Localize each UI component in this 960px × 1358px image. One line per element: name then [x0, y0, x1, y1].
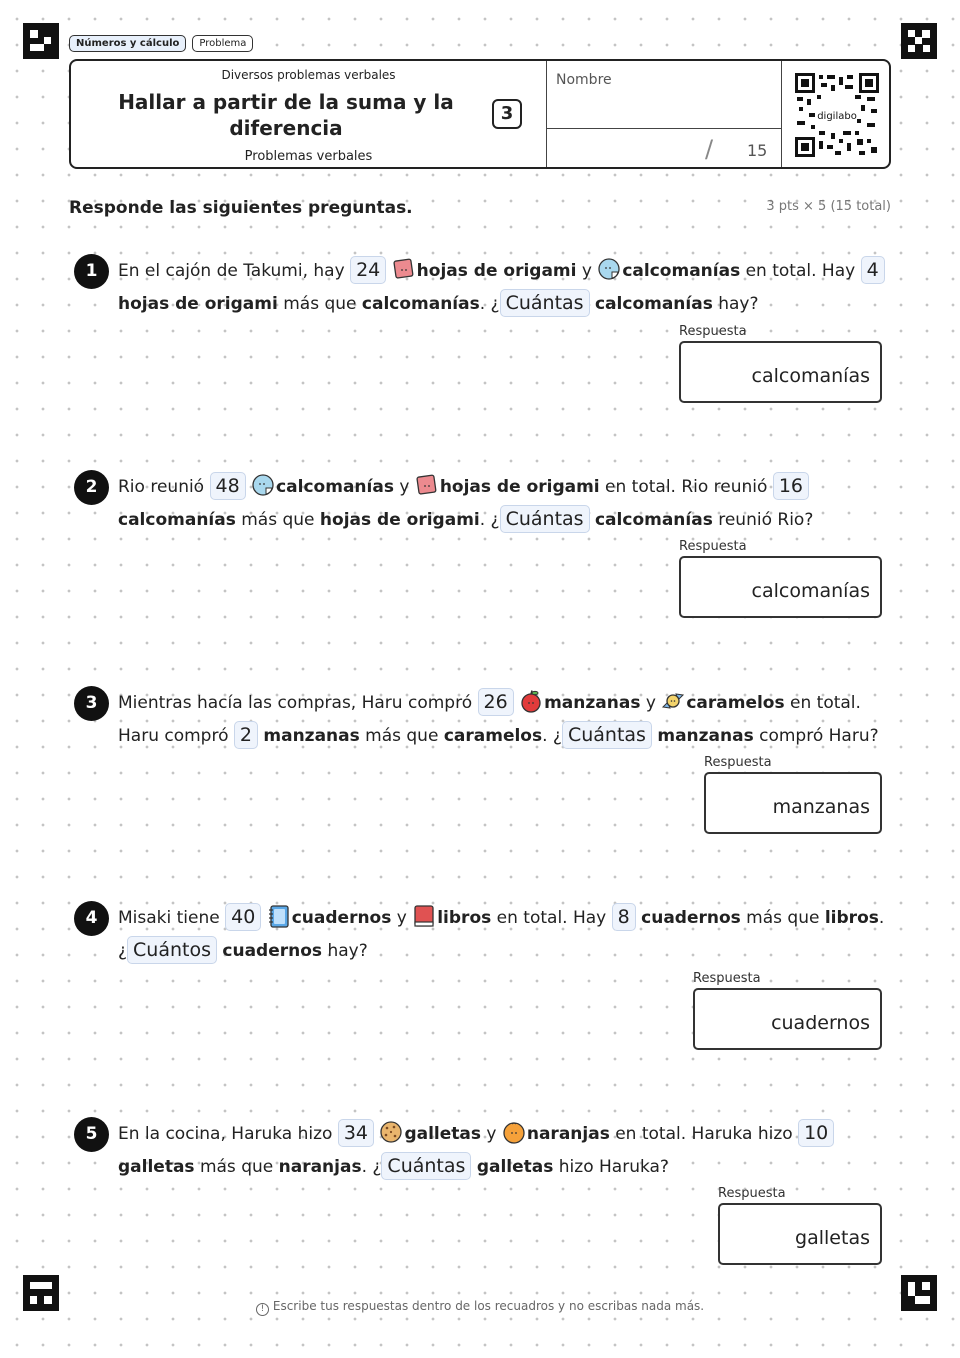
question-number: 1: [74, 254, 109, 289]
info-icon: !: [256, 1303, 269, 1316]
question-text-part: En el cajón de Takumi, hay: [118, 261, 351, 281]
answer-unit: galletas: [795, 1227, 870, 1249]
question-text-part: en total. Haruka hizo: [609, 1124, 799, 1144]
given-number: 2: [234, 721, 258, 749]
item-name: calcomanías: [622, 261, 741, 281]
answer-label: Respuesta: [679, 324, 747, 339]
question-word: Cuántas: [381, 1152, 471, 1180]
answer-unit: calcomanías: [751, 580, 870, 602]
question-text-part: En la cocina, Haruka hizo: [118, 1124, 338, 1144]
instructions: Responde las siguientes preguntas.: [69, 198, 413, 218]
question-text-part: más que: [277, 294, 362, 314]
score-total: 15: [747, 141, 768, 160]
title-area: [71, 61, 546, 167]
question-text-part: Rio reunió: [118, 477, 210, 497]
question-text: [118, 902, 890, 968]
worksheet-header: [69, 59, 891, 169]
question-text-part: más que: [235, 510, 320, 530]
answer-label: Respuesta: [693, 971, 761, 986]
question-word: Cuántas: [500, 289, 590, 317]
question-text-part: hizo Haruka?: [553, 1157, 669, 1177]
cookie-icon: [379, 1120, 403, 1144]
question-text-part: en total. Rio reunió: [599, 477, 773, 497]
notebook-icon: [267, 904, 291, 928]
question-text-part: hay?: [712, 294, 759, 314]
worksheet-number: 3: [492, 99, 522, 129]
question-text-part: . ¿: [542, 726, 562, 746]
item-name: galletas: [476, 1157, 554, 1177]
item-name: caramelos: [443, 726, 543, 746]
item-name: calcomanías: [594, 510, 713, 530]
score-slash: /: [705, 135, 714, 163]
name-label: Nombre: [556, 72, 612, 88]
question-text-part: . ¿: [118, 908, 885, 961]
corner-marker-top-right: [901, 23, 937, 59]
question-text-part: y: [393, 477, 415, 497]
subject-tag: Números y cálculo: [69, 35, 186, 52]
answer-box[interactable]: [704, 772, 882, 834]
book-icon: [412, 904, 436, 928]
question-number: 2: [74, 470, 109, 505]
question-text-part: reunió Rio?: [712, 510, 814, 530]
header-category: Problemas verbales: [244, 149, 373, 164]
item-name: calcomanías: [361, 294, 480, 314]
item-name: calcomanías: [276, 477, 394, 497]
question-number: 3: [74, 686, 109, 721]
answer-unit: calcomanías: [751, 365, 870, 387]
given-number: 4: [861, 256, 885, 284]
qr-label: digilabo: [817, 111, 857, 122]
given-number: 34: [338, 1119, 374, 1147]
question-text-part: más que: [194, 1157, 279, 1177]
question-text-part: compró Haru?: [753, 726, 879, 746]
name-field[interactable]: [547, 61, 781, 129]
item-name: hojas de origami: [416, 261, 577, 281]
given-number: 26: [478, 688, 514, 716]
item-name: galletas: [404, 1124, 481, 1144]
name-score-area: [546, 61, 782, 167]
answer-box[interactable]: [693, 988, 882, 1050]
item-name: manzanas: [263, 726, 360, 746]
question-word: Cuántas: [562, 721, 652, 749]
item-name: calcomanías: [594, 294, 713, 314]
origami-paper-icon: [392, 257, 416, 281]
answer-unit: cuadernos: [771, 1012, 870, 1034]
answer-box[interactable]: [718, 1203, 882, 1265]
qr-code-icon: [795, 73, 879, 157]
question-text-part: más que: [359, 726, 444, 746]
answer-label: Respuesta: [679, 539, 747, 554]
item-name: cuadernos: [641, 908, 741, 928]
question-word: Cuántas: [500, 505, 590, 533]
question-text-part: y: [480, 1124, 502, 1144]
question-text-part: en total. Hay: [740, 261, 861, 281]
points-info: 3 pts × 5 (15 total): [766, 199, 891, 214]
question-text-part: . ¿: [479, 510, 500, 530]
corner-marker-top-left: [23, 23, 59, 59]
page-title: Hallar a partir de la suma y la diferencia: [118, 90, 454, 140]
item-name: cuadernos: [291, 908, 392, 928]
answer-label: Respuesta: [704, 755, 772, 770]
question-word: Cuántos: [127, 936, 217, 964]
answer-label: Respuesta: [718, 1186, 786, 1201]
question-text-part: en total. Hay: [491, 908, 612, 928]
given-number: 10: [798, 1119, 834, 1147]
apple-icon: [519, 689, 543, 713]
question-text: [118, 255, 890, 321]
question-text-part: y: [576, 261, 598, 281]
answer-unit: manzanas: [772, 796, 870, 818]
item-name: hojas de origami: [118, 294, 278, 314]
sticker-icon: [251, 473, 275, 497]
item-name: calcomanías: [118, 510, 236, 530]
given-number: 24: [350, 256, 386, 284]
question-text-part: y: [640, 693, 662, 713]
question-text: [118, 687, 890, 753]
item-name: cuadernos: [222, 941, 323, 961]
question-text-part: . ¿: [479, 294, 500, 314]
question-text-part: en total. Haru compró: [118, 693, 861, 746]
answer-box[interactable]: [679, 341, 882, 403]
question-text-part: y: [391, 908, 413, 928]
item-name: libros: [824, 908, 879, 928]
type-tag: Problema: [192, 35, 253, 52]
item-name: manzanas: [657, 726, 754, 746]
question-text: [118, 471, 890, 537]
question-text-part: Mientras hacía las compras, Haru compró: [118, 693, 478, 713]
question-number: 4: [74, 901, 109, 936]
header-subtitle: Diversos problemas verbales: [221, 68, 396, 82]
item-name: hojas de origami: [439, 477, 600, 497]
answer-box[interactable]: [679, 556, 882, 618]
question-text: [118, 1118, 890, 1184]
item-name: hojas de origami: [319, 510, 480, 530]
tag-list: [69, 35, 253, 52]
question-text-part: más que: [740, 908, 825, 928]
given-number: 40: [225, 903, 261, 931]
given-number: 16: [773, 472, 809, 500]
question-text-part: Misaki tiene: [118, 908, 226, 928]
sticker-icon: [597, 257, 621, 281]
orange-icon: [502, 1120, 526, 1144]
given-number: 48: [210, 472, 246, 500]
footer-text: Escribe tus respuestas dentro de los recuadros y no escribas nada más.: [272, 1299, 705, 1313]
question-text-part: . ¿: [361, 1157, 382, 1177]
item-name: libros: [437, 908, 492, 928]
item-name: manzanas: [544, 693, 641, 713]
question-text-part: hay?: [322, 941, 368, 961]
origami-paper-icon: [415, 473, 439, 497]
item-name: naranjas: [278, 1157, 362, 1177]
item-name: caramelos: [686, 693, 785, 713]
given-number: 8: [612, 903, 636, 931]
item-name: galletas: [118, 1157, 195, 1177]
item-name: naranjas: [526, 1124, 610, 1144]
candy-icon: [661, 689, 685, 713]
question-number: 5: [74, 1117, 109, 1152]
footer-note: [0, 1299, 960, 1316]
